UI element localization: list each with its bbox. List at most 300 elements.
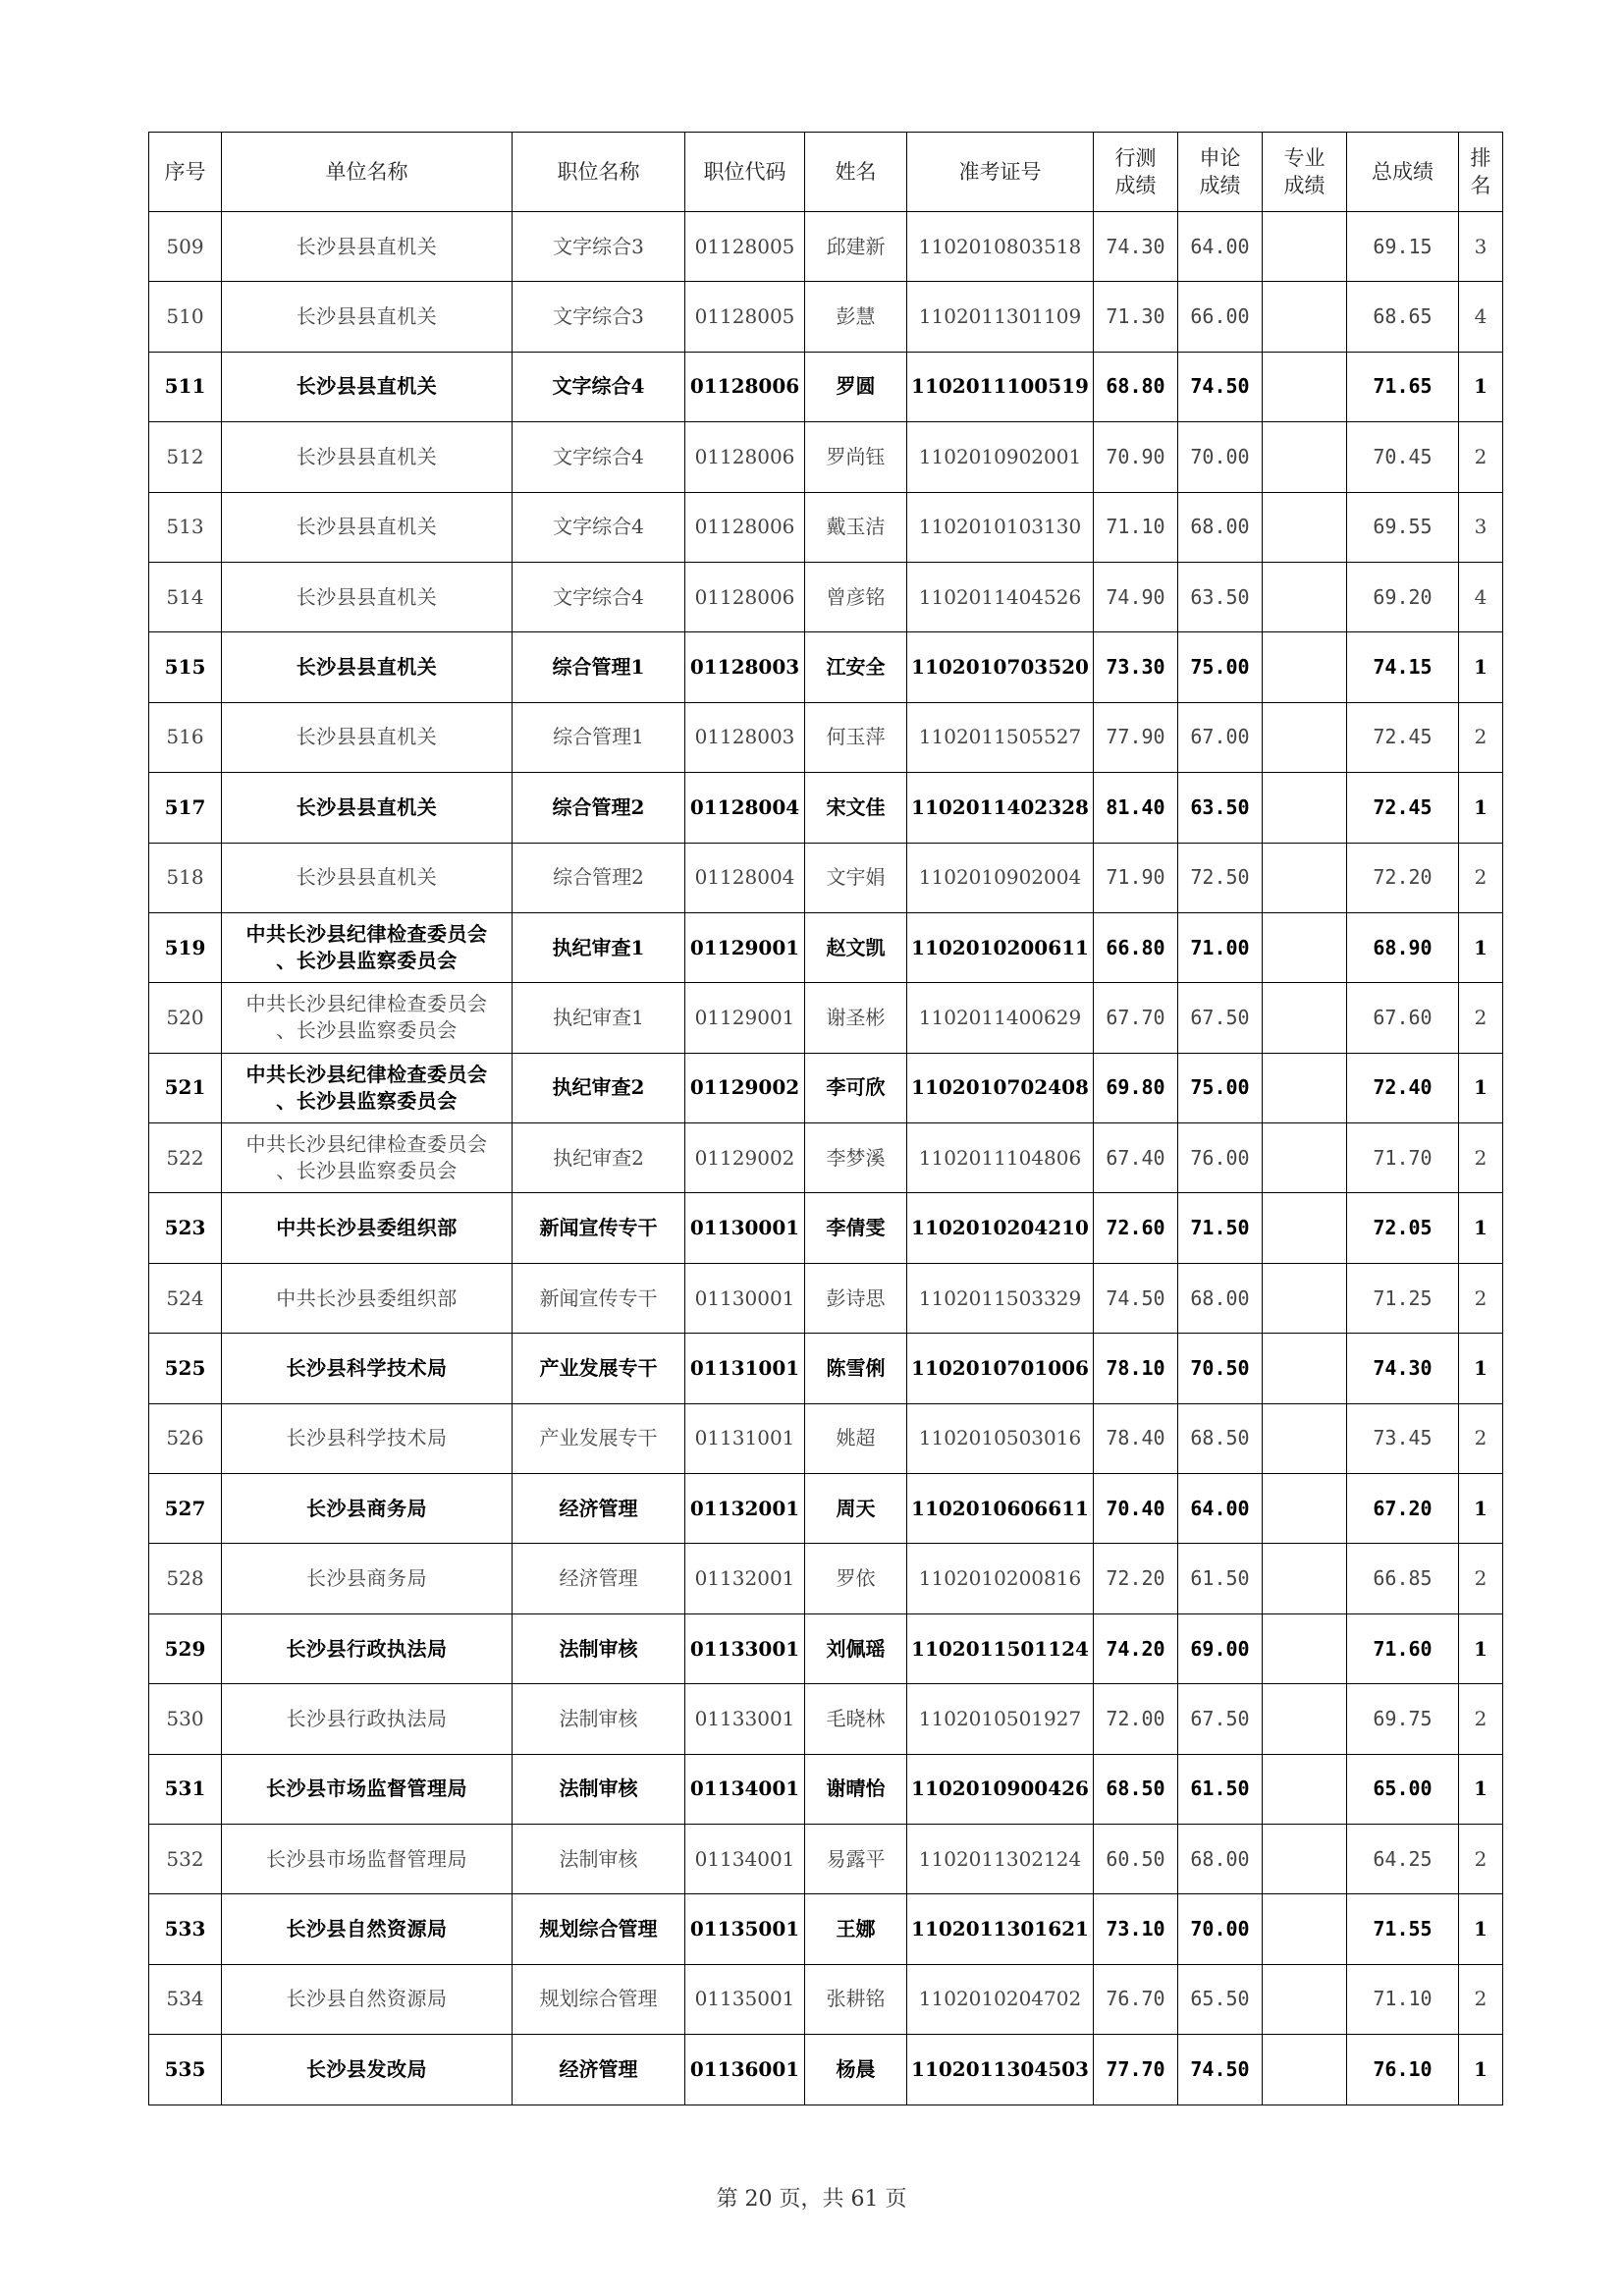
cell-position: 新闻宣传专干 <box>513 1263 685 1333</box>
cell-major <box>1263 1123 1347 1193</box>
cell-shenlun: 67.50 <box>1178 1684 1263 1754</box>
cell-name: 王娜 <box>805 1894 907 1964</box>
cell-rank: 2 <box>1459 843 1503 912</box>
cell-shenlun: 74.50 <box>1178 352 1263 421</box>
cell-major <box>1263 1894 1347 1964</box>
cell-xingce: 68.80 <box>1094 352 1178 421</box>
cell-seq: 525 <box>149 1334 222 1403</box>
cell-seq: 524 <box>149 1263 222 1333</box>
cell-seq: 510 <box>149 282 222 352</box>
cell-seq: 512 <box>149 422 222 492</box>
cell-shenlun: 72.50 <box>1178 843 1263 912</box>
cell-total: 69.55 <box>1347 492 1459 562</box>
cell-seq: 516 <box>149 702 222 772</box>
cell-code: 01128006 <box>685 352 805 421</box>
cell-unit-line: 长沙县自然资源局 <box>286 1917 448 1941</box>
header-ticket: 准考证号 <box>907 133 1094 212</box>
table-row <box>149 1193 1503 1263</box>
cell-seq: 515 <box>149 632 222 702</box>
cell-code: 01128003 <box>685 702 805 772</box>
cell-xingce: 71.90 <box>1094 843 1178 912</box>
cell-code: 01131001 <box>685 1403 805 1473</box>
cell-rank: 3 <box>1459 492 1503 562</box>
table-row <box>149 1403 1503 1473</box>
cell-unit-line: 中共长沙县纪律检查委员会 <box>245 992 488 1016</box>
cell-name: 戴玉洁 <box>805 492 907 562</box>
cell-seq: 531 <box>149 1754 222 1824</box>
cell-ticket: 1102010501927 <box>907 1684 1094 1754</box>
cell-unit <box>222 983 513 1053</box>
cell-unit-line: 长沙县县直机关 <box>296 234 438 258</box>
cell-name: 宋文佳 <box>805 773 907 843</box>
cell-name: 罗尚钰 <box>805 422 907 492</box>
table-row <box>149 1754 1503 1824</box>
cell-rank: 2 <box>1459 1123 1503 1193</box>
cell-unit-line: 长沙县商务局 <box>306 1496 427 1520</box>
cell-shenlun: 75.00 <box>1178 1053 1263 1122</box>
header-rank-line2: 名 <box>1470 174 1491 197</box>
cell-ticket: 1102010204702 <box>907 1964 1094 2034</box>
cell-position: 经济管理 <box>513 1474 685 1544</box>
cell-shenlun: 66.00 <box>1178 282 1263 352</box>
cell-ticket: 1102011404526 <box>907 562 1094 631</box>
cell-code: 01132001 <box>685 1474 805 1544</box>
cell-seq: 528 <box>149 1544 222 1613</box>
table-row <box>149 1613 1503 1683</box>
cell-shenlun: 64.00 <box>1178 1474 1263 1544</box>
cell-ticket: 1102011503329 <box>907 1263 1094 1333</box>
header-xingce-line2: 成绩 <box>1114 174 1157 197</box>
cell-total: 71.25 <box>1347 1263 1459 1333</box>
cell-total: 72.20 <box>1347 843 1459 912</box>
cell-unit <box>222 1403 513 1473</box>
cell-code: 01128005 <box>685 282 805 352</box>
cell-name: 杨晨 <box>805 2035 907 2105</box>
cell-unit <box>222 1754 513 1824</box>
cell-unit-line: 长沙县发改局 <box>306 2056 427 2081</box>
cell-code: 01129002 <box>685 1053 805 1122</box>
cell-rank: 2 <box>1459 1263 1503 1333</box>
cell-xingce: 74.20 <box>1094 1613 1178 1683</box>
table-row <box>149 422 1503 492</box>
cell-major <box>1263 352 1347 421</box>
cell-rank: 2 <box>1459 1544 1503 1613</box>
cell-code: 01134001 <box>685 1824 805 1893</box>
cell-total: 68.90 <box>1347 912 1459 982</box>
cell-unit-line: 中共长沙县纪律检查委员会 <box>245 1132 488 1157</box>
cell-unit <box>222 773 513 843</box>
cell-unit <box>222 1613 513 1683</box>
results-body <box>149 212 1503 2105</box>
cell-unit <box>222 2035 513 2105</box>
cell-ticket: 1102011100519 <box>907 352 1094 421</box>
cell-unit <box>222 1824 513 1893</box>
cell-ticket: 1102010900426 <box>907 1754 1094 1824</box>
cell-ticket: 1102010701006 <box>907 1334 1094 1403</box>
cell-seq: 513 <box>149 492 222 562</box>
cell-code: 01129002 <box>685 1123 805 1193</box>
table-row <box>149 1894 1503 1964</box>
cell-xingce: 77.90 <box>1094 702 1178 772</box>
cell-rank: 1 <box>1459 2035 1503 2105</box>
cell-major <box>1263 1964 1347 2034</box>
cell-position: 法制审核 <box>513 1613 685 1683</box>
cell-shenlun: 76.00 <box>1178 1123 1263 1193</box>
page-footer: 第 20 页，共 61 页 <box>716 2187 907 2212</box>
header-unit: 单位名称 <box>222 133 513 212</box>
cell-position: 文字综合4 <box>513 492 685 562</box>
cell-shenlun: 68.00 <box>1178 1824 1263 1893</box>
cell-total: 76.10 <box>1347 2035 1459 2105</box>
cell-code: 01132001 <box>685 1544 805 1613</box>
table-row <box>149 282 1503 352</box>
cell-code: 01128005 <box>685 212 805 282</box>
cell-unit-line: 长沙县县直机关 <box>296 584 438 609</box>
cell-total: 67.60 <box>1347 983 1459 1053</box>
cell-code: 01134001 <box>685 1754 805 1824</box>
cell-unit-line: 长沙县行政执法局 <box>286 1636 448 1661</box>
cell-position: 法制审核 <box>513 1754 685 1824</box>
cell-name: 赵文凯 <box>805 912 907 982</box>
cell-unit-line: 长沙县县直机关 <box>296 444 438 468</box>
cell-total: 69.75 <box>1347 1684 1459 1754</box>
cell-unit-line: 中共长沙县纪律检查委员会 <box>245 922 488 947</box>
cell-position: 综合管理2 <box>513 773 685 843</box>
cell-total: 68.65 <box>1347 282 1459 352</box>
cell-code: 01130001 <box>685 1193 805 1263</box>
cell-major <box>1263 843 1347 912</box>
table-row <box>149 562 1503 631</box>
cell-ticket: 1102010204210 <box>907 1193 1094 1263</box>
cell-position: 执纪审查2 <box>513 1053 685 1122</box>
cell-ticket: 1102010902004 <box>907 843 1094 912</box>
cell-code: 01128006 <box>685 562 805 631</box>
cell-shenlun: 63.50 <box>1178 773 1263 843</box>
cell-major <box>1263 983 1347 1053</box>
cell-code: 01129001 <box>685 912 805 982</box>
cell-seq: 511 <box>149 352 222 421</box>
cell-ticket: 1102010103130 <box>907 492 1094 562</box>
cell-unit <box>222 843 513 912</box>
cell-unit-line: 长沙县市场监督管理局 <box>266 1846 467 1871</box>
cell-major <box>1263 1403 1347 1473</box>
cell-ticket: 1102011402328 <box>907 773 1094 843</box>
cell-total: 67.20 <box>1347 1474 1459 1544</box>
cell-unit <box>222 1193 513 1263</box>
cell-name: 谢圣彬 <box>805 983 907 1053</box>
cell-shenlun: 70.00 <box>1178 422 1263 492</box>
cell-total: 72.45 <box>1347 773 1459 843</box>
cell-unit-line: 中共长沙县委组织部 <box>276 1216 458 1240</box>
header-position: 职位名称 <box>513 133 685 212</box>
cell-shenlun: 65.50 <box>1178 1964 1263 2034</box>
cell-name: 罗依 <box>805 1544 907 1613</box>
table-row <box>149 912 1503 982</box>
table-row <box>149 2035 1503 2105</box>
cell-total: 69.15 <box>1347 212 1459 282</box>
cell-seq: 527 <box>149 1474 222 1544</box>
cell-xingce: 68.50 <box>1094 1754 1178 1824</box>
table-row <box>149 212 1503 282</box>
cell-total: 69.20 <box>1347 562 1459 631</box>
cell-xingce: 72.00 <box>1094 1684 1178 1754</box>
cell-name: 李倩雯 <box>805 1193 907 1263</box>
cell-shenlun: 61.50 <box>1178 1754 1263 1824</box>
cell-unit <box>222 1474 513 1544</box>
cell-position: 法制审核 <box>513 1684 685 1754</box>
cell-major <box>1263 562 1347 631</box>
cell-unit <box>222 562 513 631</box>
cell-major <box>1263 1263 1347 1333</box>
cell-rank: 1 <box>1459 1474 1503 1544</box>
cell-seq: 522 <box>149 1123 222 1193</box>
cell-unit-line: 长沙县县直机关 <box>296 374 438 399</box>
cell-total: 66.85 <box>1347 1544 1459 1613</box>
cell-position: 产业发展专干 <box>513 1403 685 1473</box>
cell-ticket: 1102010606611 <box>907 1474 1094 1544</box>
cell-major <box>1263 632 1347 702</box>
header-xingce <box>1094 133 1178 212</box>
cell-major <box>1263 212 1347 282</box>
cell-code: 01131001 <box>685 1334 805 1403</box>
table-row <box>149 1053 1503 1122</box>
cell-major <box>1263 773 1347 843</box>
cell-position: 文字综合4 <box>513 562 685 631</box>
cell-unit-line: 长沙县县直机关 <box>296 655 438 680</box>
cell-rank: 1 <box>1459 1334 1503 1403</box>
cell-seq: 532 <box>149 1824 222 1893</box>
cell-unit-line: 长沙县商务局 <box>306 1566 427 1591</box>
cell-code: 01128004 <box>685 843 805 912</box>
cell-unit-line: 长沙县县直机关 <box>296 304 438 329</box>
cell-seq: 523 <box>149 1193 222 1263</box>
cell-unit-line: 、长沙县监察委员会 <box>276 1088 458 1113</box>
cell-unit-line: 中共长沙县纪律检查委员会 <box>245 1062 488 1086</box>
cell-position: 法制审核 <box>513 1824 685 1893</box>
table-row <box>149 1824 1503 1893</box>
table-row <box>149 1123 1503 1193</box>
cell-ticket: 1102010503016 <box>907 1403 1094 1473</box>
cell-unit <box>222 912 513 982</box>
cell-unit <box>222 1263 513 1333</box>
cell-ticket: 1102011400629 <box>907 983 1094 1053</box>
cell-shenlun: 70.50 <box>1178 1334 1263 1403</box>
header-rank-line1: 排 <box>1470 145 1491 170</box>
cell-unit-line: 长沙县县直机关 <box>296 515 438 539</box>
cell-ticket: 1102011501124 <box>907 1613 1094 1683</box>
cell-position: 文字综合3 <box>513 282 685 352</box>
cell-unit-line: 长沙县行政执法局 <box>286 1706 448 1730</box>
cell-rank: 2 <box>1459 1403 1503 1473</box>
table-row <box>149 843 1503 912</box>
cell-shenlun: 64.00 <box>1178 212 1263 282</box>
header-rank <box>1459 133 1503 212</box>
header-row <box>149 133 1503 212</box>
cell-name: 江安全 <box>805 632 907 702</box>
cell-xingce: 78.40 <box>1094 1403 1178 1473</box>
cell-code: 01129001 <box>685 983 805 1053</box>
header-major-line2: 成绩 <box>1283 174 1325 197</box>
cell-total: 74.15 <box>1347 632 1459 702</box>
cell-major <box>1263 1334 1347 1403</box>
cell-seq: 521 <box>149 1053 222 1122</box>
cell-unit <box>222 1894 513 1964</box>
cell-shenlun: 67.50 <box>1178 983 1263 1053</box>
cell-unit-line: 长沙县市场监督管理局 <box>266 1777 467 1801</box>
cell-xingce: 81.40 <box>1094 773 1178 843</box>
cell-rank: 1 <box>1459 912 1503 982</box>
cell-name: 李梦溪 <box>805 1123 907 1193</box>
cell-total: 71.70 <box>1347 1123 1459 1193</box>
cell-unit-line: 长沙县县直机关 <box>296 865 438 890</box>
cell-name: 姚超 <box>805 1403 907 1473</box>
cell-rank: 2 <box>1459 1824 1503 1893</box>
cell-unit <box>222 1053 513 1122</box>
cell-position: 执纪审查1 <box>513 983 685 1053</box>
cell-rank: 1 <box>1459 1053 1503 1122</box>
cell-position: 经济管理 <box>513 1544 685 1613</box>
cell-rank: 1 <box>1459 632 1503 702</box>
cell-unit-line: 、长沙县监察委员会 <box>276 1018 458 1043</box>
cell-shenlun: 71.00 <box>1178 912 1263 982</box>
cell-unit-line: 、长沙县监察委员会 <box>276 949 458 973</box>
cell-ticket: 1102010200611 <box>907 912 1094 982</box>
cell-xingce: 73.10 <box>1094 1894 1178 1964</box>
cell-shenlun: 70.00 <box>1178 1894 1263 1964</box>
cell-xingce: 60.50 <box>1094 1824 1178 1893</box>
cell-position: 综合管理1 <box>513 702 685 772</box>
cell-unit-line: 长沙县县直机关 <box>296 794 438 819</box>
cell-major <box>1263 2035 1347 2105</box>
cell-ticket: 1102010702408 <box>907 1053 1094 1122</box>
cell-total: 72.05 <box>1347 1193 1459 1263</box>
cell-rank: 2 <box>1459 422 1503 492</box>
cell-unit <box>222 492 513 562</box>
cell-unit <box>222 1964 513 2034</box>
cell-seq: 526 <box>149 1403 222 1473</box>
cell-ticket: 1102010200816 <box>907 1544 1094 1613</box>
cell-unit-line: 长沙县自然资源局 <box>286 1987 448 2011</box>
cell-seq: 529 <box>149 1613 222 1683</box>
cell-position: 综合管理2 <box>513 843 685 912</box>
cell-name: 文宇娟 <box>805 843 907 912</box>
cell-shenlun: 75.00 <box>1178 632 1263 702</box>
cell-ticket: 1102011104806 <box>907 1123 1094 1193</box>
cell-xingce: 73.30 <box>1094 632 1178 702</box>
cell-unit-line: 长沙县县直机关 <box>296 725 438 749</box>
cell-rank: 1 <box>1459 352 1503 421</box>
cell-xingce: 71.10 <box>1094 492 1178 562</box>
cell-seq: 514 <box>149 562 222 631</box>
cell-rank: 2 <box>1459 1964 1503 2034</box>
cell-name: 曾彦铭 <box>805 562 907 631</box>
cell-xingce: 67.40 <box>1094 1123 1178 1193</box>
cell-unit-line: 长沙县科学技术局 <box>286 1426 448 1450</box>
cell-code: 01133001 <box>685 1613 805 1683</box>
header-name: 姓名 <box>805 133 907 212</box>
cell-ticket: 1102010803518 <box>907 212 1094 282</box>
table-row <box>149 632 1503 702</box>
cell-name: 何玉萍 <box>805 702 907 772</box>
table-row <box>149 1964 1503 2034</box>
cell-major <box>1263 1544 1347 1613</box>
table-row <box>149 352 1503 421</box>
cell-xingce: 78.10 <box>1094 1334 1178 1403</box>
cell-shenlun: 69.00 <box>1178 1613 1263 1683</box>
cell-shenlun: 68.00 <box>1178 492 1263 562</box>
cell-rank: 1 <box>1459 1193 1503 1263</box>
cell-shenlun: 61.50 <box>1178 1544 1263 1613</box>
cell-major <box>1263 1824 1347 1893</box>
cell-xingce: 67.70 <box>1094 983 1178 1053</box>
cell-shenlun: 67.00 <box>1178 702 1263 772</box>
cell-major <box>1263 1193 1347 1263</box>
cell-position: 文字综合4 <box>513 422 685 492</box>
cell-name: 毛晓林 <box>805 1684 907 1754</box>
cell-position: 综合管理1 <box>513 632 685 702</box>
cell-unit <box>222 1123 513 1193</box>
cell-shenlun: 68.50 <box>1178 1403 1263 1473</box>
cell-position: 文字综合4 <box>513 352 685 421</box>
cell-total: 65.00 <box>1347 1754 1459 1824</box>
cell-ticket: 1102011301621 <box>907 1894 1094 1964</box>
table-row <box>149 702 1503 772</box>
cell-name: 彭诗思 <box>805 1263 907 1333</box>
cell-major <box>1263 1613 1347 1683</box>
cell-code: 01128003 <box>685 632 805 702</box>
table-row <box>149 1684 1503 1754</box>
results-table <box>148 132 1503 2105</box>
cell-ticket: 1102011505527 <box>907 702 1094 772</box>
cell-code: 01135001 <box>685 1894 805 1964</box>
cell-name: 彭慧 <box>805 282 907 352</box>
table-row <box>149 1263 1503 1333</box>
cell-total: 74.30 <box>1347 1334 1459 1403</box>
cell-name: 李可欣 <box>805 1053 907 1122</box>
cell-position: 执纪审查2 <box>513 1123 685 1193</box>
cell-seq: 509 <box>149 212 222 282</box>
cell-shenlun: 63.50 <box>1178 562 1263 631</box>
cell-name: 邱建新 <box>805 212 907 282</box>
cell-seq: 520 <box>149 983 222 1053</box>
cell-seq: 530 <box>149 1684 222 1754</box>
cell-total: 71.60 <box>1347 1613 1459 1683</box>
cell-rank: 4 <box>1459 562 1503 631</box>
cell-seq: 517 <box>149 773 222 843</box>
cell-rank: 1 <box>1459 773 1503 843</box>
cell-major <box>1263 1754 1347 1824</box>
cell-unit-line: 中共长沙县委组织部 <box>276 1285 458 1310</box>
cell-ticket: 1102011301109 <box>907 282 1094 352</box>
cell-major <box>1263 912 1347 982</box>
cell-xingce: 72.60 <box>1094 1193 1178 1263</box>
header-shenlun-line1: 申论 <box>1199 145 1241 170</box>
cell-major <box>1263 422 1347 492</box>
cell-unit <box>222 422 513 492</box>
cell-rank: 1 <box>1459 1754 1503 1824</box>
cell-position: 新闻宣传专干 <box>513 1193 685 1263</box>
cell-rank: 4 <box>1459 282 1503 352</box>
cell-code: 01130001 <box>685 1263 805 1333</box>
cell-major <box>1263 1474 1347 1544</box>
cell-unit-line: 、长沙县监察委员会 <box>276 1159 458 1183</box>
cell-position: 经济管理 <box>513 2035 685 2105</box>
cell-seq: 534 <box>149 1964 222 2034</box>
cell-ticket: 1102011304503 <box>907 2035 1094 2105</box>
cell-major <box>1263 1684 1347 1754</box>
cell-total: 71.65 <box>1347 352 1459 421</box>
cell-position: 文字综合3 <box>513 212 685 282</box>
